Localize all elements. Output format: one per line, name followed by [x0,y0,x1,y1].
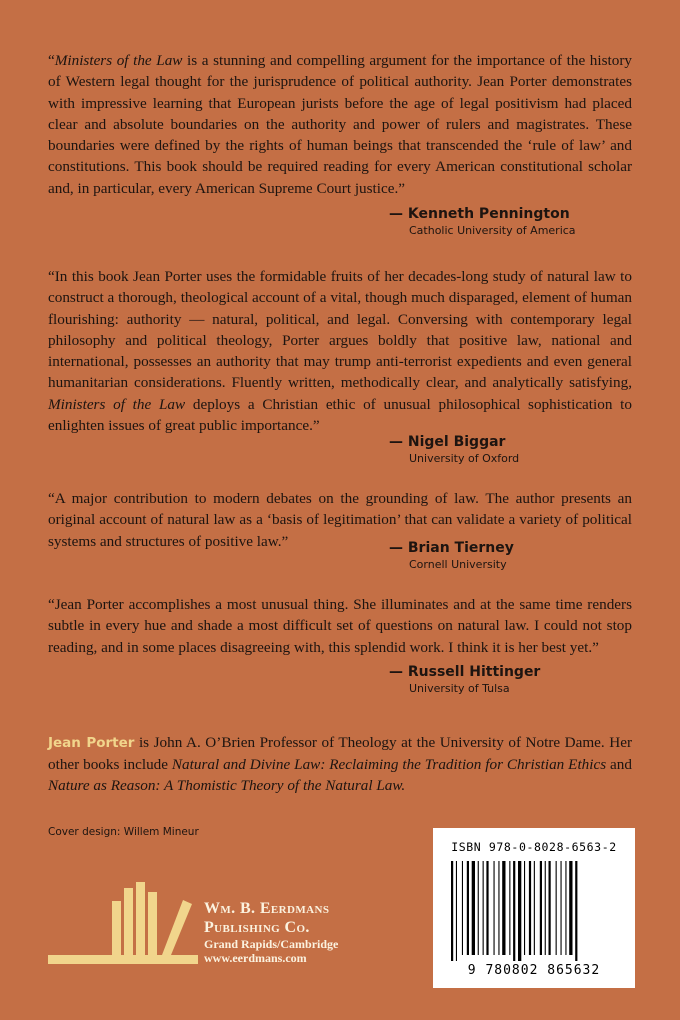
publisher-location: Grand Rapids/Cambridge [204,937,339,951]
barcode-bar [509,861,510,955]
barcode-bar [561,861,562,955]
blurb-quote-3-text: “A major contribution to modern debates on the grounding of law. The author presents an original account of natural law as a ‘basis of legitimation’ that can validate a variety of political systems and structures of positive law.” [48,490,632,550]
author-name: Jean Porter [48,735,135,751]
barcode-bar [494,861,495,955]
barcode-bar [513,861,515,961]
barcode-bar [549,861,551,955]
publisher-block [204,900,338,965]
blurb-quote-1-text: “Ministers of the Law is a stunning and compelling argument for the importance of the history of Western legal thought for the jurisprudence of political authority. Jean Porter demonstrates with impressive learning that European jurists before the age of legal positivism had placed clear and absolute boundaries on the authority and power of rulers and magistrates. These boundaries were defined by the rights of human beings that transcended the ‘rule of law’ and constitutions. This book should be required reading for every American constitutional scholar and, in particular, every American Supreme Court justice.” [48,52,632,197]
barcode-number: 9 780802 865632 [467,963,601,978]
reviewer-name: — Russell Hittinger [389,664,541,680]
barcode-bar [569,861,572,955]
barcode-bar [451,861,453,961]
books-logo-graphic [48,882,198,964]
barcode-bar [518,861,521,961]
reviewer-institution: University of Tulsa [409,682,510,695]
blurb-attribution-2 [389,433,519,466]
barcode-bar [529,861,531,955]
publisher-name-line-1: Wm. B. Eerdmans [204,900,330,917]
publisher-name-line-2: Publishing Co. [204,919,310,936]
reviewer-name: — Brian Tierney [389,540,514,556]
barcode-bar [486,861,488,955]
reviewer-name: — Kenneth Pennington [389,206,570,222]
barcode-bar [467,861,469,955]
barcode-bar [478,861,479,955]
blurb-quote-4-text: “Jean Porter accomplishes a most unusual thing. She illuminates and at the same time renders subtle in every hue and shade a most difficult set of questions on natural law. I could not stop reading, and in some places disagreeing with, this splendid work. I think it is her best yet.” [48,596,632,656]
barcode-bar [565,861,566,955]
reviewer-name: — Nigel Biggar [389,434,506,450]
blurb-quote-2-text: “In this book Jean Porter uses the formidable fruits of her decades-long study of natural law to construct a thorough, theological account of a vital, though much disparaged, element of human flourishing: authority — natural, political, and legal. Conversing with contemporary legal philosophy and political theology, Porter argues boldly that positive law, national and international, possesses an authority that may trump anti-terrorist expedients and even general humanitarian considerations. Fluently written, methodically clear, and analytically satisfying, Ministers of the Law deploys a Christian ethic of unusual philosophical sophistication to enlighten issues of great public importance.” [48,268,632,435]
blurb-attribution-3 [389,539,514,572]
blurb-quote-1 [48,50,632,199]
blurb-quote-4 [48,594,632,658]
other-book-title-1: Natural and Divine Law: Reclaiming the Tradition for Christian Ethics [171,756,607,773]
barcode-bar [545,861,546,955]
isbn-label: ISBN 978-0-8028-6563-2 [451,840,617,854]
barcode-bar [456,861,457,961]
blurb-attribution-1 [389,205,576,238]
books-logo-icon [48,882,198,969]
barcode-bar [498,861,499,955]
barcode-bar [556,861,557,955]
logo-book-2 [124,888,133,955]
barcode-bar [502,861,505,955]
barcode-bar [534,861,535,955]
logo-book-3 [136,882,145,955]
reviewer-institution: Catholic University of America [409,224,576,237]
barcode-panel [433,828,635,988]
blurb-quote-3 [48,488,632,552]
barcode-bar [462,861,463,955]
blurb-attribution-4 [389,663,540,696]
publisher-website: www.eerdmans.com [204,951,307,965]
logo-shelf [48,955,198,964]
other-book-title-2: Nature as Reason: A Thomistic Theory of the Natural Law. [48,777,406,794]
barcode-bars [449,861,619,961]
barcode-bar [524,861,525,955]
barcode-bar [575,861,577,961]
barcode-bar [483,861,484,955]
barcode-bar [472,861,475,955]
cover-design-credit: Cover design: Willem Mineur [48,826,199,838]
logo-book-1 [112,901,121,955]
logo-book-leaning [162,900,192,955]
blurb-quote-2 [48,266,632,436]
reviewer-institution: Cornell University [409,558,507,571]
logo-book-4 [148,892,157,955]
reviewer-institution: University of Oxford [409,452,520,465]
book-title: Ministers of the Law [54,52,183,69]
book-title: Ministers of the Law [48,395,186,413]
author-bio: Jean Porter is John A. O’Brien Professor of Theology at the University of Notre Dame. Her other books include Natural and Divine Law: Reclaiming the Tradition for Christian Ethics and Nature as Reason: A Thomistic Theory of the Natural Law. [48,734,633,794]
barcode-bar [540,861,542,955]
